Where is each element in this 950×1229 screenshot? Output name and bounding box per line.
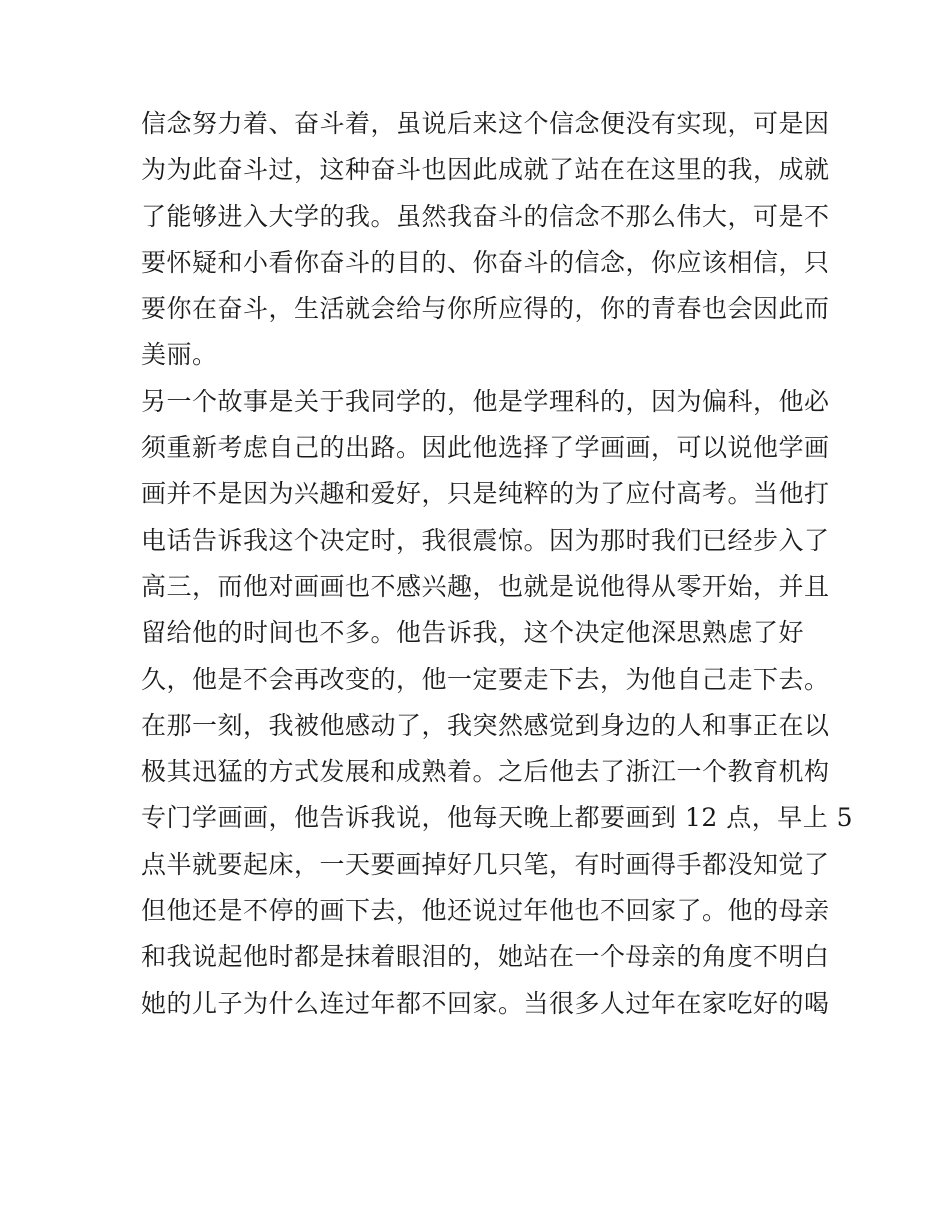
text-line: 要怀疑和小看你奋斗的目的、你奋斗的信念，你应该相信，只: [141, 247, 830, 277]
text-line: 为为此奋斗过，这种奋斗也因此成就了站在在这里的我，成就: [141, 155, 830, 185]
text-line: 专门学画画，他告诉我说，他每天晚上都要画到 12 点，早上 5: [141, 803, 854, 833]
text-line: 在那一刻，我被他感动了，我突然感觉到身边的人和事正在以: [141, 710, 830, 740]
text-line: 要你在奋斗，生活就会给与你所应得的，你的青春也会因此而: [141, 294, 830, 324]
text-line: 美丽。: [141, 340, 218, 370]
text-line: 了能够进入大学的我。虽然我奋斗的信念不那么伟大，可是不: [141, 201, 830, 231]
text-line: 留给他的时间也不多。他告诉我，这个决定他深思熟虑了好: [141, 618, 805, 648]
text-line: 她的儿子为什么连过年都不回家。当很多人过年在家吃好的喝: [141, 988, 830, 1018]
body-text: [141, 101, 854, 1027]
text-line: 另一个故事是关于我同学的，他是学理科的，因为偏科，他必: [141, 386, 830, 416]
text-line: 和我说起他时都是抹着眼泪的，她站在一个母亲的角度不明白: [141, 942, 830, 972]
text-line: 信念努力着、奋斗着，虽说后来这个信念便没有实现，可是因: [141, 109, 830, 138]
text-line: 画并不是因为兴趣和爱好，只是纯粹的为了应付高考。当他打: [141, 479, 830, 509]
text-line: 点半就要起床，一天要画掉好几只笔，有时画得手都没知觉了: [141, 849, 830, 879]
text-line: 久，他是不会再改变的，他一定要走下去，为他自己走下去。: [141, 664, 830, 694]
text-line: 极其迅猛的方式发展和成熟着。之后他去了浙江一个教育机构: [141, 757, 830, 787]
text-line: 须重新考虑自己的出路。因此他选择了学画画，可以说他学画: [141, 433, 830, 463]
text-line: 电话告诉我这个决定时，我很震惊。因为那时我们已经步入了: [141, 525, 830, 555]
text-line: 高三，而他对画画也不感兴趣，也就是说他得从零开始，并且: [141, 571, 830, 601]
text-line: 但他还是不停的画下去，他还说过年他也不回家了。他的母亲: [141, 896, 830, 926]
